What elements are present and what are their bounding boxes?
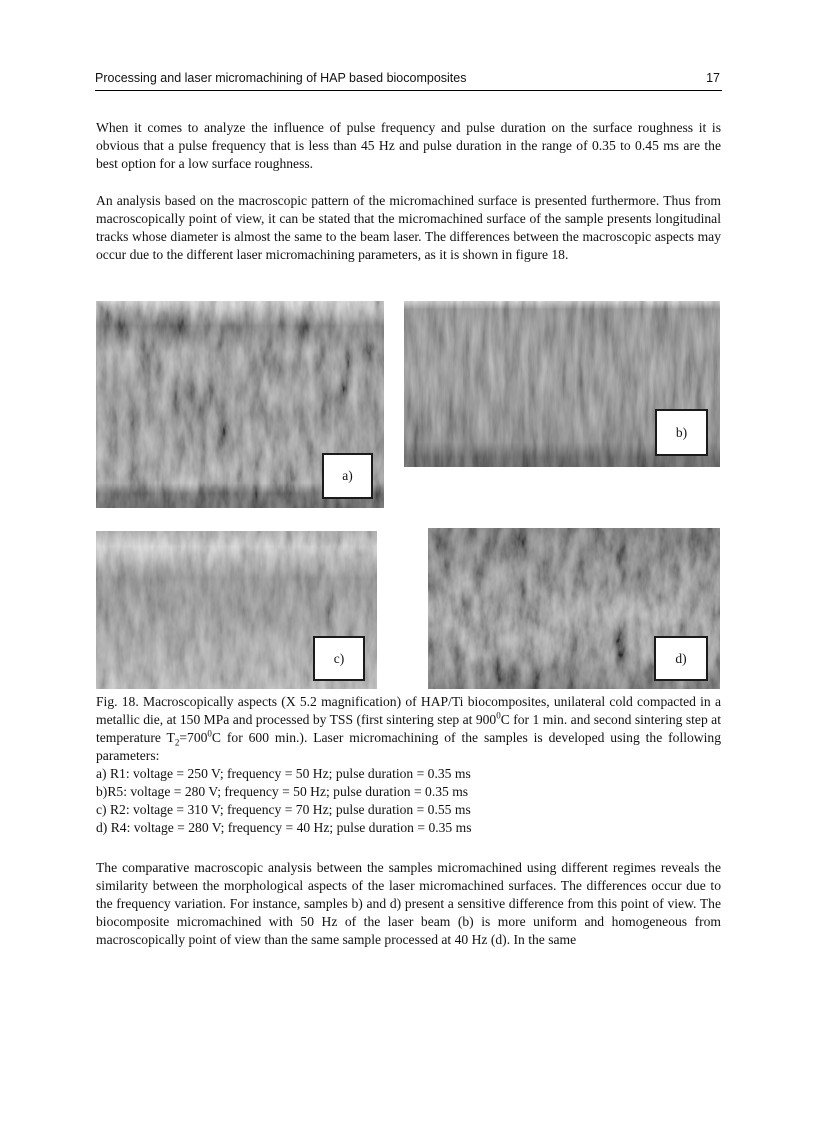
figure-label-d: d) <box>654 636 708 681</box>
caption-part-3: =700 <box>179 730 208 745</box>
parameter-item-a: a) R1: voltage = 250 V; frequency = 50 Hz; pulse duration = 0.35 ms <box>96 766 471 781</box>
caption-superscript-2: 0 <box>207 728 212 739</box>
figure-caption <box>96 693 721 765</box>
parameter-item-b: b)R5: voltage = 280 V; frequency = 50 Hz; pulse duration = 0.35 ms <box>96 784 469 799</box>
parameter-list <box>96 765 721 837</box>
running-title: Processing and laser micromachining of HAP based biocomposites <box>95 71 467 85</box>
parameter-item-d: d) R4: voltage = 280 V; frequency = 40 Hz; pulse duration = 0.35 ms <box>96 820 472 835</box>
paragraph-1: When it comes to analyze the influence of pulse frequency and pulse duration on the surface roughness it is obvious that a pulse frequency that is less than 45 Hz and pulse duration in the range of 0.35 to 0.45 ms are the best option for a low surface roughness. <box>96 120 721 171</box>
caption-superscript-1: 0 <box>496 710 501 721</box>
caption-part-4: C for 600 min.). Laser micromachining of the samples is developed using the following parameters: <box>96 730 721 763</box>
figure-label-c: c) <box>313 636 365 681</box>
figure-label-a: a) <box>322 453 373 499</box>
caption-subscript: 2 <box>174 737 180 748</box>
page-number: 17 <box>706 71 720 85</box>
caption-part-2: C for 1 min. and second sintering step at temperature T <box>96 712 721 745</box>
parameter-item-c: c) R2: voltage = 310 V; frequency = 70 Hz; pulse duration = 0.55 ms <box>96 802 471 817</box>
caption-part-1: Fig. 18. Macroscopically aspects (X 5.2 magnification) of HAP/Ti biocomposites, unilateral cold compacted in a metallic die, at 150 MPa and processed by TSS (first sintering step at 900 <box>96 694 721 727</box>
paragraph-2: An analysis based on the macroscopic pattern of the micromachined surface is presented furthermore. Thus from macroscopically point of view, it can be stated that the micromachined surface of the sample presents longitudinal tracks whose diameter is almost the same to the beam laser. The differences between the macroscopic aspects may occur due to the different laser micromachining parameters, as it is shown in figure 18. <box>96 193 721 262</box>
running-header <box>95 71 722 91</box>
paragraph-3: The comparative macroscopic analysis between the samples micromachined using different regimes reveals the similarity between the morphological aspects of the laser micromachined surfaces. The differences occur due to the frequency variation. For instance, samples b) and d) present a sensitive difference from this point of view. The biocomposite micromachined with 50 Hz of the laser beam (b) is more uniform and homogeneous from macroscopically point of view than the same sample processed at 40 Hz (d). In the same <box>96 860 721 947</box>
figure-label-b: b) <box>655 409 708 456</box>
